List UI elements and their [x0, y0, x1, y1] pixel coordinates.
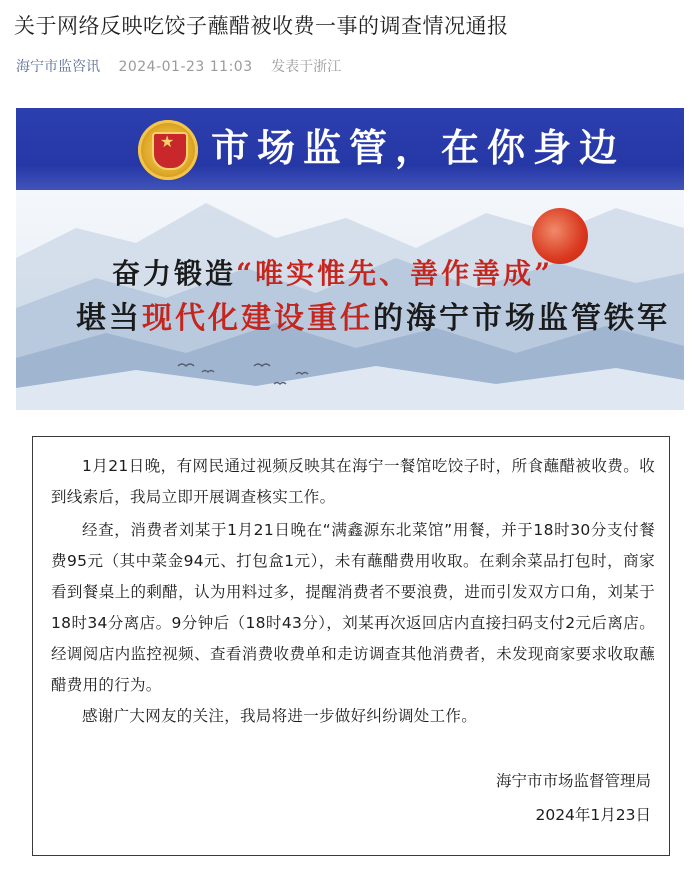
signature-date: 2024年1月23日 — [535, 806, 651, 824]
banner-image — [16, 108, 684, 410]
publish-time: 2024-01-23 11:03 — [118, 59, 253, 75]
article-title: 关于网络反映吃饺子蘸醋被收费一事的调查情况通报 — [14, 14, 509, 38]
banner-motto-line1: 奋力锻造“唯实惟先、善作善成” — [112, 257, 554, 290]
notice-paragraph: 经查，消费者刘某于1月21日晚在“满鑫源东北菜馆”用餐，并于18时30分支付餐费95元（其中菜金94元、打包盒1元），未有蘸醋费用收取。在剩余菜品打包时，商家看到餐桌上的剩醋，认为用料过多，提醒消费者不要浪费，进而引发双方口角，刘某于18时34分离店。9分钟后（18时43分），刘某再次返回店内直接扫码支付2元后离店。经调阅店内监控视频、查看消费收费单和走访调查其他消费者，未发现商家要求收取蘸醋费用的行为。 — [51, 521, 655, 694]
banner-slogan: 市场监管，在你身边 — [211, 125, 626, 170]
publish-location: 发表于浙江 — [271, 59, 342, 75]
account-name-link[interactable]: 海宁市监咨讯 — [16, 59, 100, 75]
notice-box — [32, 436, 670, 856]
notice-paragraph: 感谢广大网友的关注，我局将进一步做好纠纷调处工作。 — [82, 707, 478, 725]
police-emblem-icon: ★ — [138, 120, 198, 180]
notice-paragraph: 1月21日晚，有网民通过视频反映其在海宁一餐馆吃饺子时，所食蘸醋被收费。收到线索后，我局立即开展调查核实工作。 — [51, 457, 655, 506]
signature-organization: 海宁市市场监督管理局 — [495, 772, 651, 790]
banner-motto-line2: 堪当现代化建设重任的海宁市场监管铁军 — [76, 301, 670, 336]
article-meta — [16, 56, 341, 76]
